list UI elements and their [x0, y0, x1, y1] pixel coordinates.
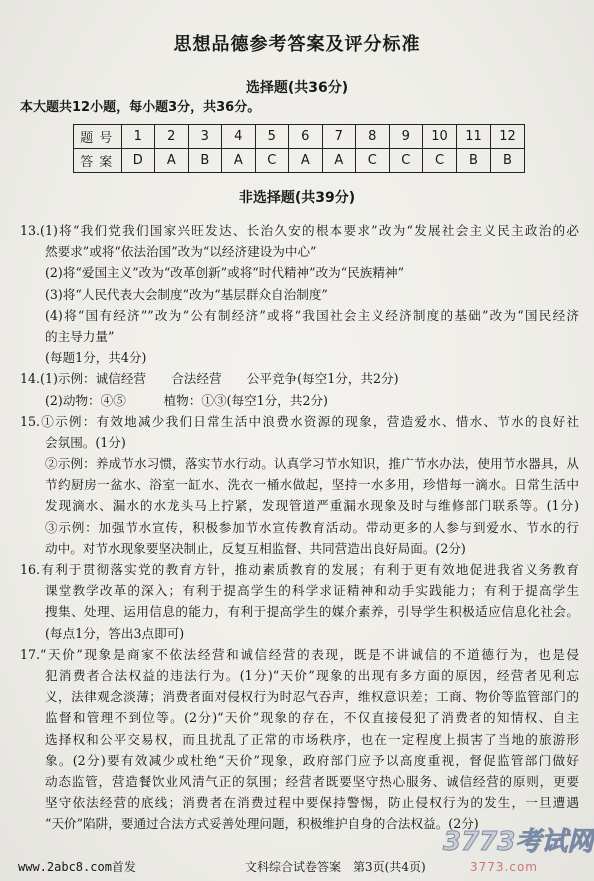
answer-cell: A — [322, 149, 356, 173]
q14-line: (2)动物：④⑤ 植物：①③(每空1分，共2分) — [45, 392, 328, 408]
answer-cell: C — [389, 149, 423, 173]
q13-line: 然要求”或将“依法治国”改为“以经济建设为中心” — [45, 244, 317, 260]
answer-cell: B — [490, 149, 524, 173]
question-number-cell: 5 — [255, 125, 289, 149]
q13-line: (3)将“人民代表大会制度”改为“基层群众自治制度” — [45, 286, 328, 302]
q17-line: 17.“天价”现象是商家不依法经营和诚信经营的表现，既是不讲诚信的不道德行为，也是侵 — [20, 646, 579, 662]
q17-line: 坚守依法经营的底线；消费者在消费过程中要保持警惕，防止侵权行为的发生，一旦遭遇 — [45, 795, 579, 811]
choice-instruction: 本大题共12小题，每小题3分，共36分。 — [20, 100, 261, 115]
q16-line: 课堂教学改革的深入；有利于提高学生的科学求证精神和动手实践能力；有利于提高学生 — [45, 583, 579, 599]
question-15 — [0, 411, 594, 559]
answer-body — [0, 220, 594, 834]
answer-cell: C — [356, 149, 390, 173]
q16-score-note: (每点1分，答出3点即可) — [45, 625, 185, 641]
q15-line: 15.①示例：有效地减少我们日常生活中浪费水资源的现象，营造爱水、惜水、节水的良好社 — [20, 413, 579, 429]
answer-cell: C — [423, 149, 457, 173]
answer-cell: A — [155, 149, 189, 173]
nonchoice-section-heading: 非选择题(共39分) — [238, 190, 356, 206]
question-17 — [0, 644, 594, 835]
row-label-answer: 答案 — [74, 149, 122, 173]
question-number-cell: 10 — [423, 125, 457, 149]
question-number-cell: 8 — [356, 125, 390, 149]
q17-line: 动态监管，营造餐饮业风清气正的氛围；经营者既要坚守热心服务、诚信经营的原则，更要 — [45, 773, 579, 789]
choice-section-heading: 选择题(共36分) — [245, 80, 349, 96]
q13-line: (4)将“国有经济””改为“公有制经济”或将“我国社会主义经济制度的基础”改为“国民经济 — [45, 307, 579, 323]
watermark-site: 3773.com — [470, 860, 538, 874]
row-label-number: 题号 — [74, 125, 122, 149]
q15-line: 动中。对节水现象要坚决制止，反复互相监督、共同营造出良好局面。(2分) — [45, 540, 466, 556]
watermark-logo: 3773考试网 — [443, 827, 594, 857]
answer-cell: A — [222, 149, 256, 173]
question-number-cell: 4 — [222, 125, 256, 149]
q17-line: 选择权和公平交易权，而且扰乱了正常的市场秩序，也在一定程度上损害了当地的旅游形 — [45, 731, 579, 747]
q17-line: “天价”陷阱，要通过合法方式妥善处理问题，积极维护自身的合法权益。(2分) — [45, 816, 479, 832]
q17-line: 犯消费者合法权益的违法行为。(1分)“天价”现象的出现有多方面的原因，经营者见利忘 — [45, 667, 579, 683]
question-number-row — [74, 125, 525, 149]
q15-line: 发现滴水、漏水的水龙头马上拧紧，发现管道严重漏水现象及时与维修部门联系等。(1分) — [45, 498, 579, 514]
q15-line: 会氛围。(1分) — [45, 434, 126, 450]
q15-line: ②示例：养成节水习惯，落实节水行动。认真学习节水知识，推广节水办法，使用节水器具，从 — [45, 456, 579, 472]
q14-line: 14.(1)示例：诚信经营 合法经营 公平竞争(每空1分，共2分) — [20, 371, 399, 387]
question-number-cell: 9 — [389, 125, 423, 149]
q17-line: 义，法律观念淡薄；消费者面对侵权行为时忍气吞声，维权意识差；工商、物价等监管部门的 — [45, 689, 579, 705]
answer-row — [74, 149, 525, 173]
footer-source: www.2abc8.com首发 — [18, 860, 136, 874]
q15-line: 节约厨房一盆水、浴室一缸水、洗衣一桶水做起，坚持一水多用，珍惜每一滴水。日常生活中 — [45, 477, 579, 493]
answer-cell: D — [121, 149, 155, 173]
q13-line: 13.(1)将“我们党我们国家兴旺发达、长治久安的根本要求”改为“发展社会主义民主政治的必 — [20, 223, 579, 238]
answer-cell: A — [289, 149, 323, 173]
q13-line: 的主导力量” — [45, 328, 115, 344]
question-14 — [0, 368, 594, 410]
page-title: 思想品德参考答案及评分标准 — [173, 34, 421, 55]
question-number-cell: 12 — [490, 125, 524, 149]
footer-page-number: 文科综合试卷答案 第3页(共4页) — [245, 860, 426, 874]
question-16 — [0, 559, 594, 644]
answer-table — [73, 124, 525, 173]
q17-line: 监督和管理不到位等。(2分)“天价”现象的存在，不仅直接侵犯了消费者的知情权、自主 — [45, 710, 579, 726]
question-number-cell: 1 — [121, 125, 155, 149]
question-number-cell: 11 — [457, 125, 491, 149]
question-number-cell: 7 — [322, 125, 356, 149]
q13-score-note: (每题1分，共4分) — [45, 350, 147, 366]
answer-cell: B — [457, 149, 491, 173]
question-number-cell: 2 — [155, 125, 189, 149]
q17-line: 象。(2分)要有效减少或杜绝“天价”现象，政府部门应予以高度重视，督促监管部门做好 — [45, 752, 579, 768]
answer-cell: B — [188, 149, 222, 173]
question-13 — [0, 220, 594, 368]
q16-line: 16.有利于贯彻落实党的教育方针，推动素质教育的发展；有利于更有效地促进我省义务教育 — [20, 562, 579, 577]
q13-line: (2)将“爱国主义”改为“改革创新”或将“时代精神”改为“民族精神” — [45, 265, 405, 281]
q16-line: 搜集、处理、运用信息的能力，有利于提高学生的媒介素养，引导学生积极适应信息化社会。 — [45, 604, 579, 620]
q15-line: ③示例：加强节水宣传，积极参加节水宣传教育活动。带动更多的人参与到爱水、节水的行 — [45, 519, 579, 535]
answer-cell: C — [255, 149, 289, 173]
question-number-cell: 6 — [289, 125, 323, 149]
question-number-cell: 3 — [188, 125, 222, 149]
